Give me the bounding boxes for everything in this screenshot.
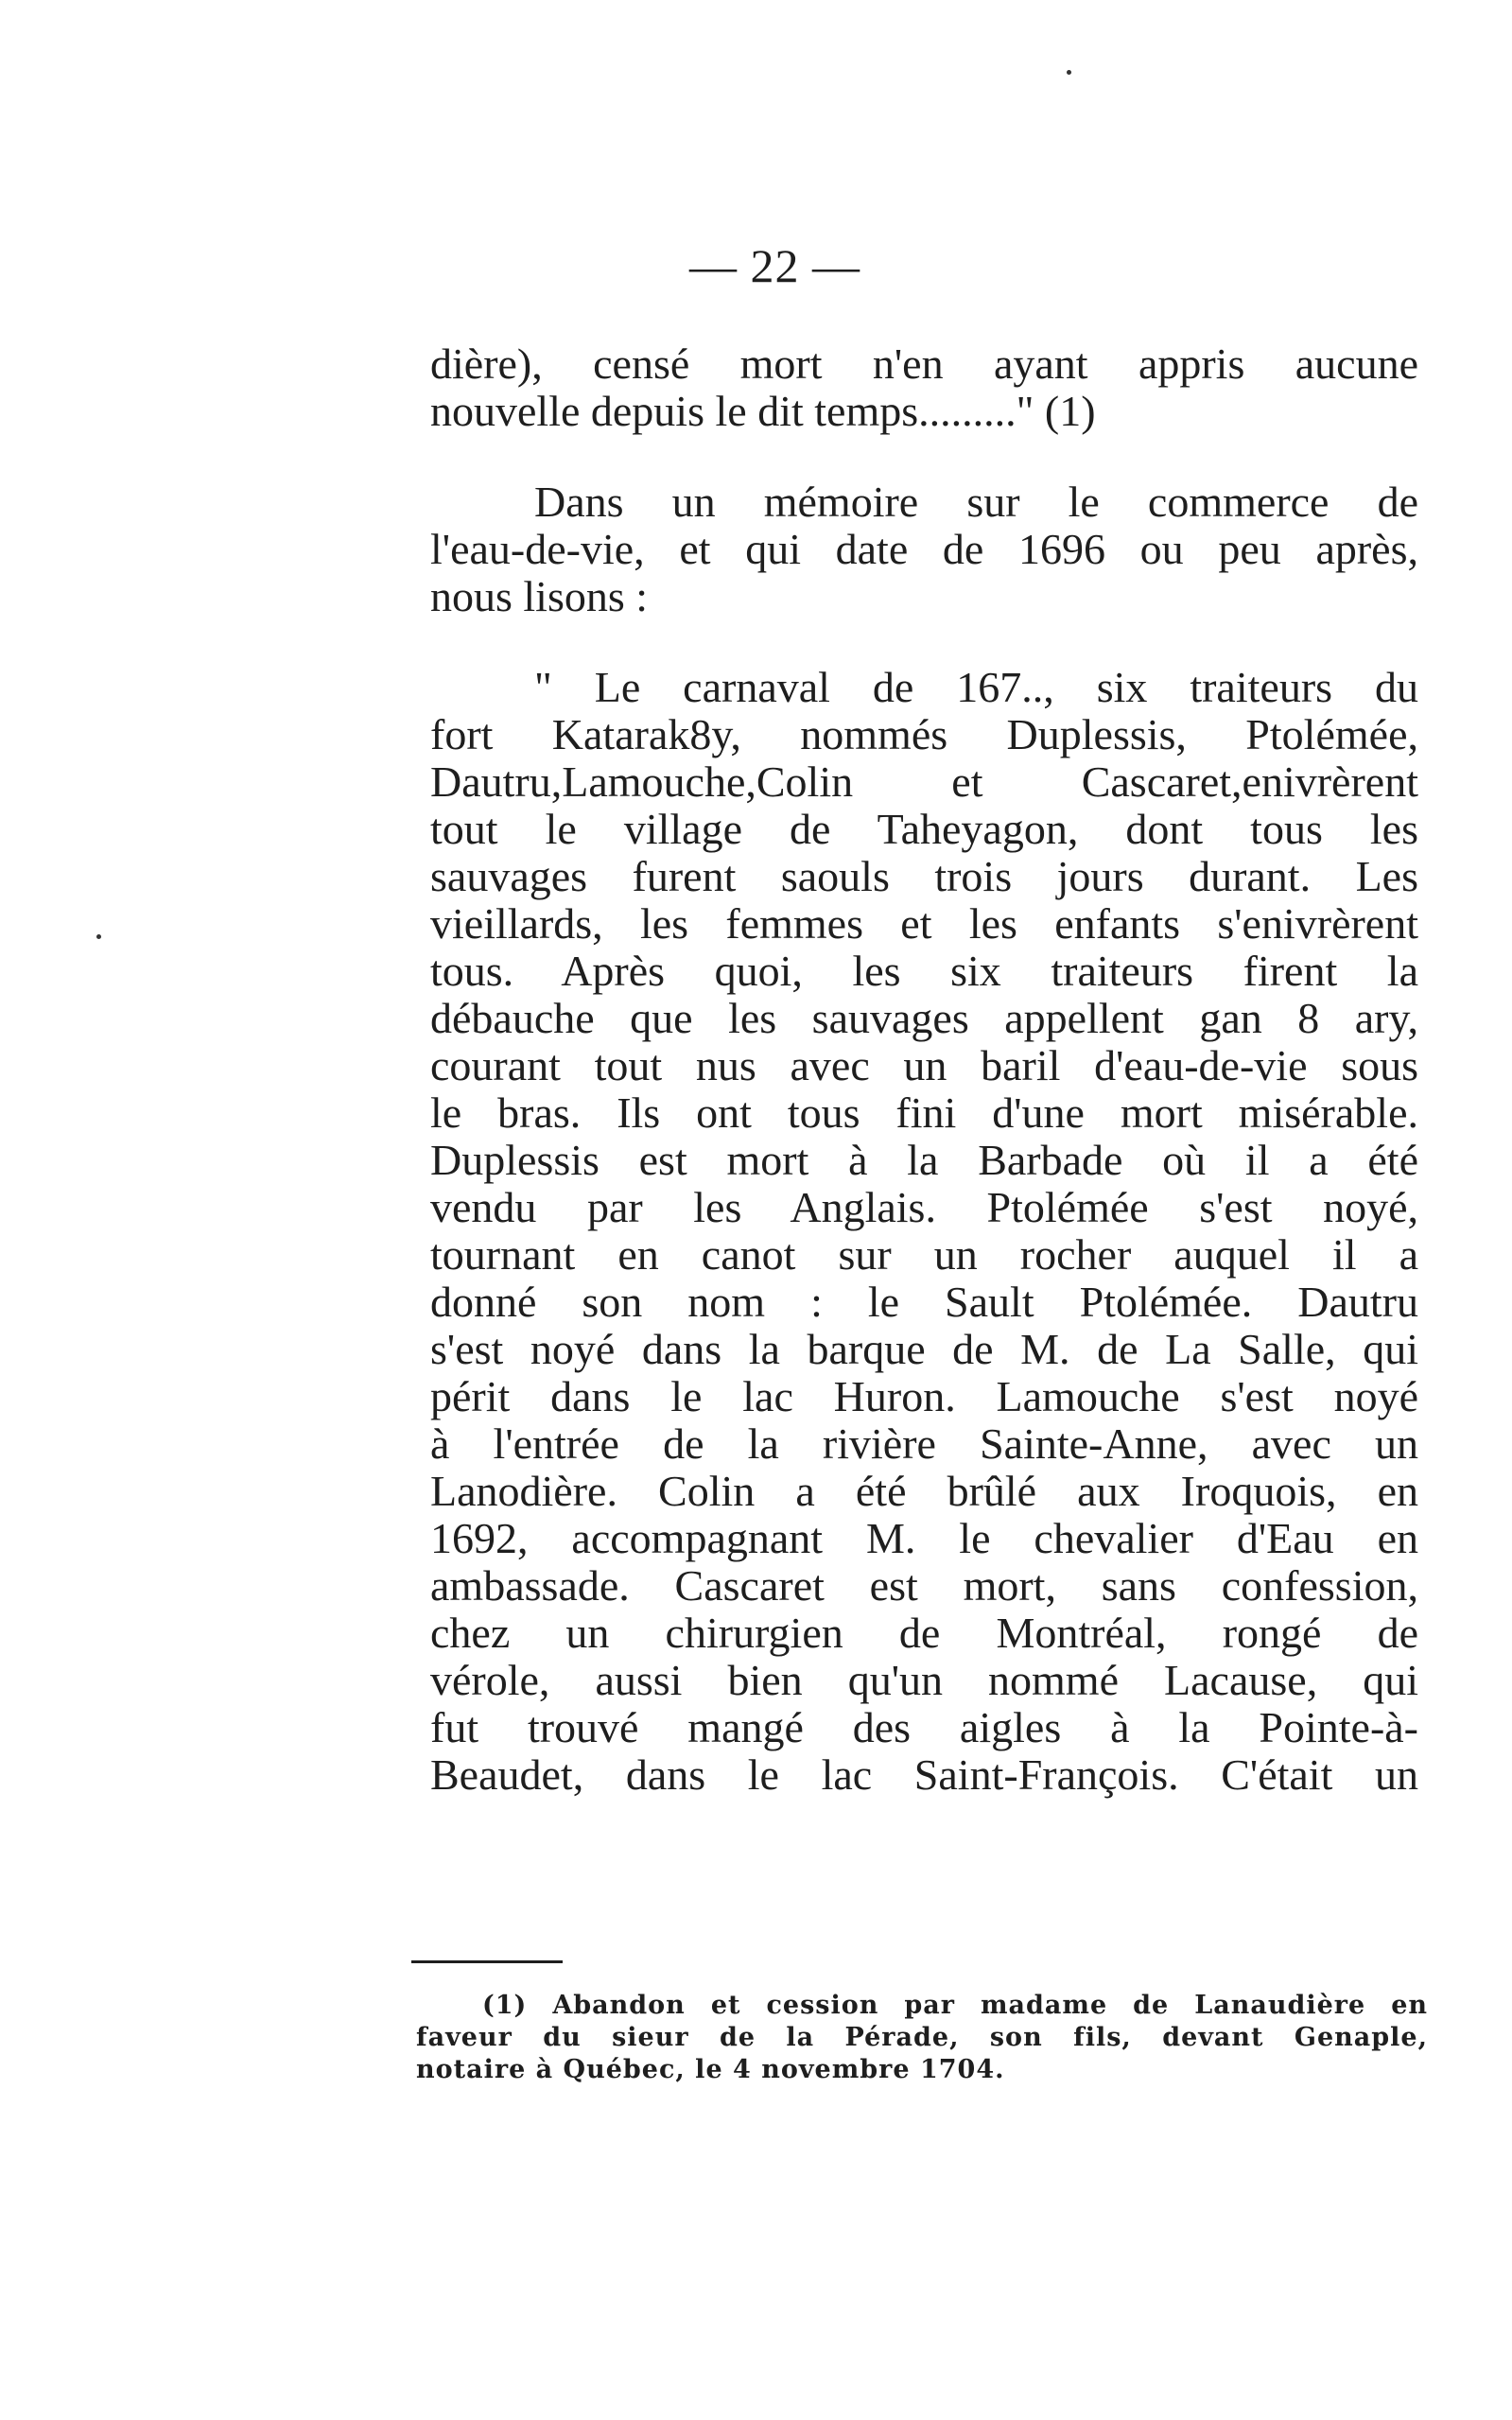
text-line: Beaudet, dans le lac Saint-François. C'était un	[430, 1750, 1418, 1799]
text-line: vendu par les Anglais. Ptolémée s'est noyé,	[430, 1183, 1418, 1231]
text-line: nous lisons :	[430, 572, 649, 620]
text-line: Dans un mémoire sur le commerce de	[534, 478, 1418, 526]
text-line: fut trouvé mangé des aigles à la Pointe-à-	[430, 1703, 1418, 1751]
text-line: dière), censé mort n'en ayant appris aucune	[430, 339, 1418, 388]
paragraph-gap	[430, 620, 1418, 664]
text-line: tous. Après quoi, les six traiteurs firent la	[430, 947, 1418, 995]
paragraph-gap	[430, 435, 1418, 479]
footnote-line: (1) Abandon et cession par madame de Lanaudière en	[482, 1991, 1428, 2020]
text-line: périt dans le lac Huron. Lamouche s'est noyé	[430, 1372, 1418, 1420]
text-line: " Le carnaval de 167.., six traiteurs du	[534, 663, 1418, 711]
text-line: vérole, aussi bien qu'un nommé Lacause, qui	[430, 1656, 1418, 1704]
text-line: s'est noyé dans la barque de M. de La Salle, qui	[430, 1325, 1418, 1373]
text-line: Lanodière. Colin a été brûlé aux Iroquois, en	[430, 1467, 1418, 1515]
ink-speck	[1067, 70, 1071, 75]
text-line: sauvages furent saouls trois jours durant. Les	[430, 852, 1418, 900]
body-text	[430, 340, 1418, 1799]
text-line: ambassade. Cascaret est mort, sans confession,	[430, 1561, 1418, 1610]
text-line: chez un chirurgien de Montréal, rongé de	[430, 1609, 1418, 1657]
text-line: fort Katarak8y, nommés Duplessis, Ptolémée,	[430, 710, 1418, 758]
footnote	[416, 1990, 1428, 2086]
text-line: vieillards, les femmes et les enfants s'enivrèrent	[430, 899, 1418, 948]
text-line: à l'entrée de la rivière Sainte-Anne, avec un	[430, 1419, 1418, 1468]
text-line: 1692, accompagnant M. le chevalier d'Eau en	[430, 1514, 1418, 1562]
text-line: tournant en canot sur un rocher auquel il a	[430, 1230, 1418, 1279]
text-line: donné son nom : le Sault Ptolémée. Dautru	[430, 1278, 1418, 1326]
text-line: nouvelle depuis le dit temps........." (1)	[430, 387, 1096, 435]
text-line: Duplessis est mort à la Barbade où il a été	[430, 1136, 1418, 1184]
text-line: Dautru,Lamouche,Colin et Cascaret,enivrèrent	[430, 757, 1418, 806]
text-line: courant tout nus avec un baril d'eau-de-vie sous	[430, 1041, 1418, 1089]
footnote-line: notaire à Québec, le 4 novembre 1704.	[416, 2055, 1005, 2084]
ink-speck	[96, 934, 101, 939]
footnote-line: faveur du sieur de la Pérade, son fils, devant Genaple,	[416, 2023, 1428, 2052]
text-line: tout le village de Taheyagon, dont tous les	[430, 805, 1418, 853]
text-line: le bras. Ils ont tous fini d'une mort misérable.	[430, 1088, 1418, 1137]
text-line: débauche que les sauvages appellent gan 8 ary,	[430, 994, 1418, 1042]
text-line: l'eau-de-vie, et qui date de 1696 ou peu après,	[430, 525, 1418, 573]
page-number: — 22 —	[689, 239, 860, 292]
footnote-divider	[411, 1960, 563, 1963]
